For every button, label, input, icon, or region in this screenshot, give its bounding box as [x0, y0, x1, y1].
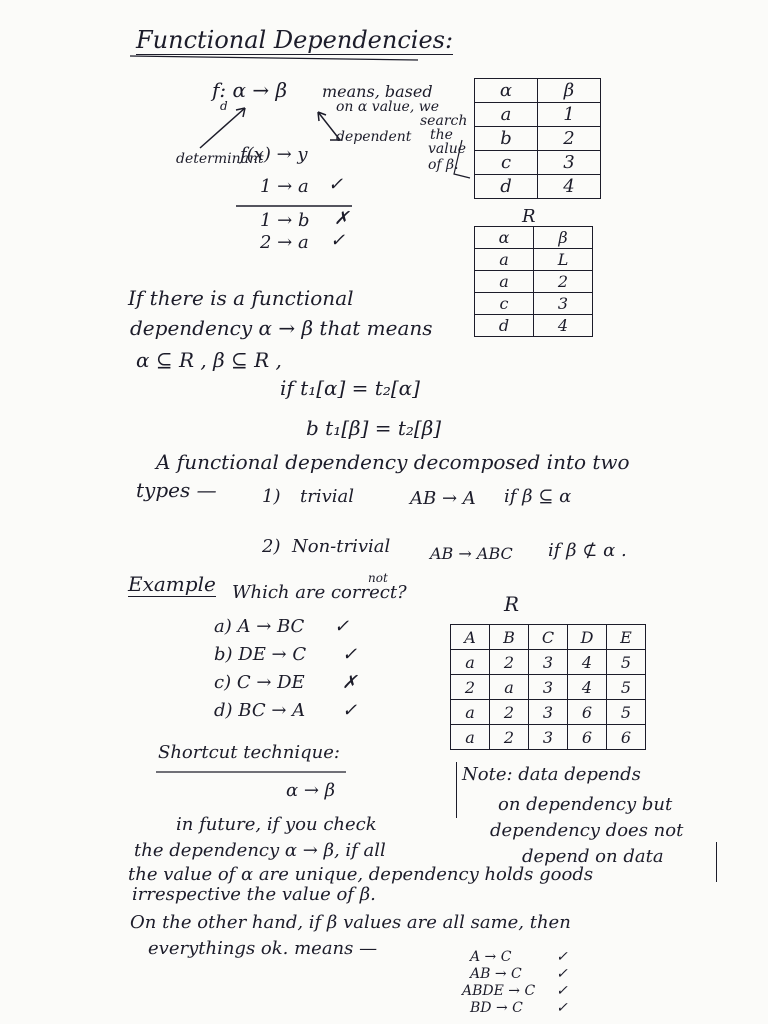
note-line-4: depend on data: [522, 846, 664, 867]
type-1-name: trivial: [300, 486, 355, 507]
check-icon: ✓: [342, 644, 358, 665]
example-option: d) BC → A: [214, 700, 306, 721]
table-header-cell: A: [451, 625, 490, 650]
means-line-1: means, based: [322, 82, 433, 101]
example-mapping-2: 1 → b: [260, 210, 310, 231]
table-cell: 2: [534, 271, 593, 293]
note-bracket-left: [456, 762, 457, 818]
table-header-cell: α: [475, 79, 538, 103]
paragraph-line-2: the dependency α → β, if all: [134, 840, 386, 861]
table-cell: a: [475, 103, 538, 127]
note-bracket-right: [712, 842, 717, 882]
types-label: types —: [136, 478, 217, 502]
table-header-cell: α: [475, 227, 534, 249]
table-cell: 3: [529, 700, 568, 725]
relation-table-abcde: [450, 624, 646, 750]
table-row: [475, 315, 593, 337]
table-row: [475, 271, 593, 293]
table-cell: 3: [534, 293, 593, 315]
definition-line-4: if t₁[α] = t₂[α]: [280, 376, 420, 400]
definition-line-2: dependency α → β that means: [130, 316, 433, 340]
check-icon: ✓: [556, 1000, 568, 1016]
table-header-row: [475, 79, 601, 103]
table-cell: 3: [538, 151, 601, 175]
table-row: [451, 650, 646, 675]
type-1-number: 1): [262, 486, 281, 507]
final-example-item: A → C: [470, 949, 512, 965]
cross-icon: ✗: [342, 672, 358, 693]
means-line-3: search: [420, 113, 468, 129]
check-icon: ✓: [556, 966, 568, 982]
the-line-3: of β.: [428, 157, 459, 173]
table-cell: 5: [607, 700, 646, 725]
table-cell: 2: [490, 650, 529, 675]
definition-line-1: If there is a functional: [128, 286, 354, 310]
table-cell: d: [475, 175, 538, 199]
example-mapping-1: 1 → a: [260, 176, 309, 197]
paragraph-line-1: in future, if you check: [176, 814, 377, 835]
final-example-item: AB → C: [470, 966, 522, 982]
check-icon: ✓: [334, 616, 350, 637]
not-insertion: not: [368, 571, 388, 585]
definition-line-5: b t₁[β] = t₂[β]: [306, 416, 442, 440]
mapping-table-alpha-beta: [474, 78, 601, 199]
table-row: [475, 175, 601, 199]
table-cell: a: [451, 725, 490, 750]
means-line-2: on α value, we: [336, 99, 440, 115]
check-icon: ✓: [330, 230, 346, 251]
paragraph-line-4: irrespective the value of β.: [132, 884, 376, 905]
table-header-cell: B: [490, 625, 529, 650]
table-cell: a: [475, 271, 534, 293]
table-cell: c: [475, 293, 534, 315]
check-icon: ✓: [342, 700, 358, 721]
table-cell: a: [475, 249, 534, 271]
type-2-number: 2): [262, 536, 281, 557]
table-row: [475, 151, 601, 175]
paragraph-line-6: everythings ok. means —: [148, 938, 378, 959]
example-option: c) C → DE: [214, 672, 305, 693]
example-question: Which are correct?: [232, 582, 407, 603]
table-cell: 6: [607, 725, 646, 750]
example-option: a) A → BC: [214, 616, 305, 637]
table-cell: 3: [529, 725, 568, 750]
final-example-item: ABDE → C: [462, 983, 536, 999]
check-icon: ✓: [328, 174, 344, 195]
table-cell: 2: [490, 725, 529, 750]
type-2-example: AB → ABC: [430, 544, 513, 563]
table-cell: 4: [534, 315, 593, 337]
table-cell: 4: [568, 650, 607, 675]
check-icon: ✓: [556, 983, 568, 999]
table-cell: a: [451, 650, 490, 675]
example-heading: Example: [128, 572, 216, 596]
the-line-1: the: [430, 127, 453, 143]
cross-icon: ✗: [334, 208, 350, 229]
table-cell: c: [475, 151, 538, 175]
table-row: [475, 127, 601, 151]
paragraph-line-3: the value of α are unique, dependency holds goods: [128, 864, 594, 885]
table-cell: a: [490, 675, 529, 700]
check-icon: ✓: [556, 949, 568, 965]
table-cell: 2: [538, 127, 601, 151]
example-mapping-3: 2 → a: [260, 232, 309, 253]
table-header-cell: D: [568, 625, 607, 650]
func-notation: f(x) → y: [240, 144, 308, 165]
paragraph-line-5: On the other hand, if β values are all same, then: [130, 912, 571, 933]
table-header-cell: C: [529, 625, 568, 650]
fd-notation: f: α → β: [212, 78, 288, 102]
types-intro: A functional dependency decomposed into two: [156, 450, 630, 474]
dependent-label: dependent: [336, 129, 412, 145]
table-cell: 4: [568, 675, 607, 700]
table-cell: 3: [529, 675, 568, 700]
table-cell: 6: [568, 700, 607, 725]
type-1-example: AB → A: [410, 488, 476, 509]
table-cell: 4: [538, 175, 601, 199]
table-header-row: [475, 227, 593, 249]
final-example-item: BD → C: [470, 1000, 523, 1016]
table-cell: b: [475, 127, 538, 151]
shortcut-heading: Shortcut technique:: [158, 742, 340, 763]
definition-line-3: α ⊆ R , β ⊆ R ,: [136, 348, 282, 372]
table-cell: 6: [568, 725, 607, 750]
the-line-2: value: [428, 141, 467, 157]
type-2-name: Non-trivial: [292, 536, 391, 557]
table-row: [475, 293, 593, 315]
table-cell: 3: [529, 650, 568, 675]
type-2-condition: if β ⊄ α .: [548, 540, 627, 561]
table-cell: 1: [538, 103, 601, 127]
table-row: [451, 675, 646, 700]
relation-label-r: R: [504, 592, 520, 616]
type-1-condition: if β ⊆ α: [504, 486, 572, 507]
example-option: b) DE → C: [214, 644, 307, 665]
table-cell: a: [451, 700, 490, 725]
relation-table-r: [474, 226, 593, 337]
determinant-label: determinant: [176, 151, 264, 167]
table-cell: d: [475, 315, 534, 337]
fd-subscript: d: [220, 99, 228, 113]
table-row: [451, 700, 646, 725]
note-line-3: dependency does not: [490, 820, 684, 841]
table-row: [475, 249, 593, 271]
table-cell: 5: [607, 650, 646, 675]
table-header-row: [451, 625, 646, 650]
shortcut-fd: α → β: [286, 780, 336, 801]
table-cell: 2: [451, 675, 490, 700]
table-header-cell: β: [534, 227, 593, 249]
table-header-cell: E: [607, 625, 646, 650]
page-title: Functional Dependencies:: [136, 26, 454, 54]
table-row: [475, 103, 601, 127]
table-row: [451, 725, 646, 750]
note-line-2: on dependency but: [498, 794, 673, 815]
table-header-cell: β: [538, 79, 601, 103]
table-cell: 2: [490, 700, 529, 725]
table-cell: 5: [607, 675, 646, 700]
relation-label-r: R: [522, 206, 536, 227]
table-cell: L: [534, 249, 593, 271]
note-line-1: Note: data depends: [462, 764, 641, 785]
